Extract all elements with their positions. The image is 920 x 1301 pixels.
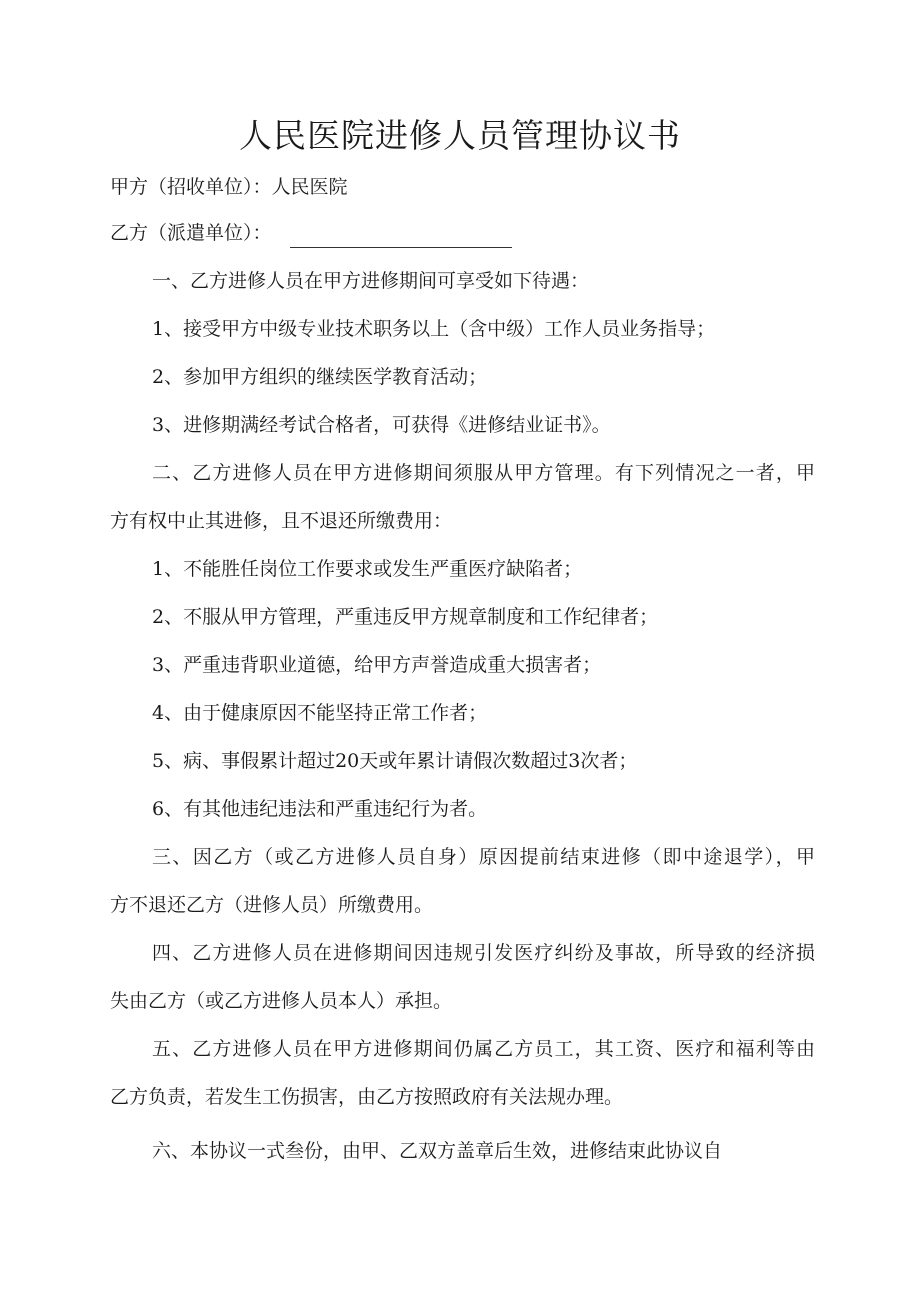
section2-item-6: 6、有其他违纪违法和严重违纪行为者。: [152, 798, 488, 820]
section4-line2: 失由乙方（或乙方进修人员本人）承担。: [110, 990, 453, 1012]
party-a-line: 甲方（招收单位）：人民医院: [110, 176, 348, 198]
section1-item-3: 3、进修期满经考试合格者，可获得《进修结业证书》。: [152, 414, 611, 436]
section1-heading: 一、乙方进修人员在甲方进修期间可享受如下待遇：: [152, 270, 590, 292]
section2-heading-line2: 方有权中止其进修，且不退还所缴费用：: [110, 510, 453, 532]
section6-line1: 六、本协议一式叁份，由甲、乙双方盖章后生效，进修结束此协议自: [152, 1140, 723, 1162]
section2-item-2: 2、不服从甲方管理，严重违反甲方规章制度和工作纪律者；: [152, 606, 659, 628]
party-b-blank: [290, 229, 512, 248]
party-b-line: [110, 218, 512, 248]
section2-item-5: 5、病、事假累计超过20天或年累计请假次数超过3次者；: [152, 750, 638, 772]
section2-item-3: 3、严重违背职业道德，给甲方声誉造成重大损害者；: [152, 654, 602, 676]
section4-line1: 四、乙方进修人员在进修期间因违规引发医疗纠纷及事故，所导致的经济损: [152, 942, 815, 964]
section5-line1: 五、乙方进修人员在甲方进修期间仍属乙方员工，其工资、医疗和福利等由: [152, 1038, 815, 1060]
section3-line1: 三、因乙方（或乙方进修人员自身）原因提前结束进修（即中途退学），甲: [152, 846, 815, 868]
document-title: 人民医院进修人员管理协议书: [239, 116, 681, 155]
section1-item-2: 2、参加甲方组织的继续医学教育活动；: [152, 366, 488, 388]
section3-line2: 方不退还乙方（进修人员）所缴费用。: [110, 894, 434, 916]
section5-line2: 乙方负责，若发生工伤损害，由乙方按照政府有关法规办理。: [110, 1086, 624, 1108]
section2-heading-line1: 二、乙方进修人员在甲方进修期间须服从甲方管理。有下列情况之一者，甲: [152, 462, 815, 484]
section2-item-4: 4、由于健康原因不能坚持正常工作者；: [152, 702, 488, 724]
section1-item-1: 1、接受甲方中级专业技术职务以上（含中级）工作人员业务指导；: [152, 318, 716, 340]
party-b-label: 乙方（派遣单位）：: [110, 222, 272, 244]
section2-item-1: 1、不能胜任岗位工作要求或发生严重医疗缺陷者；: [152, 558, 583, 580]
